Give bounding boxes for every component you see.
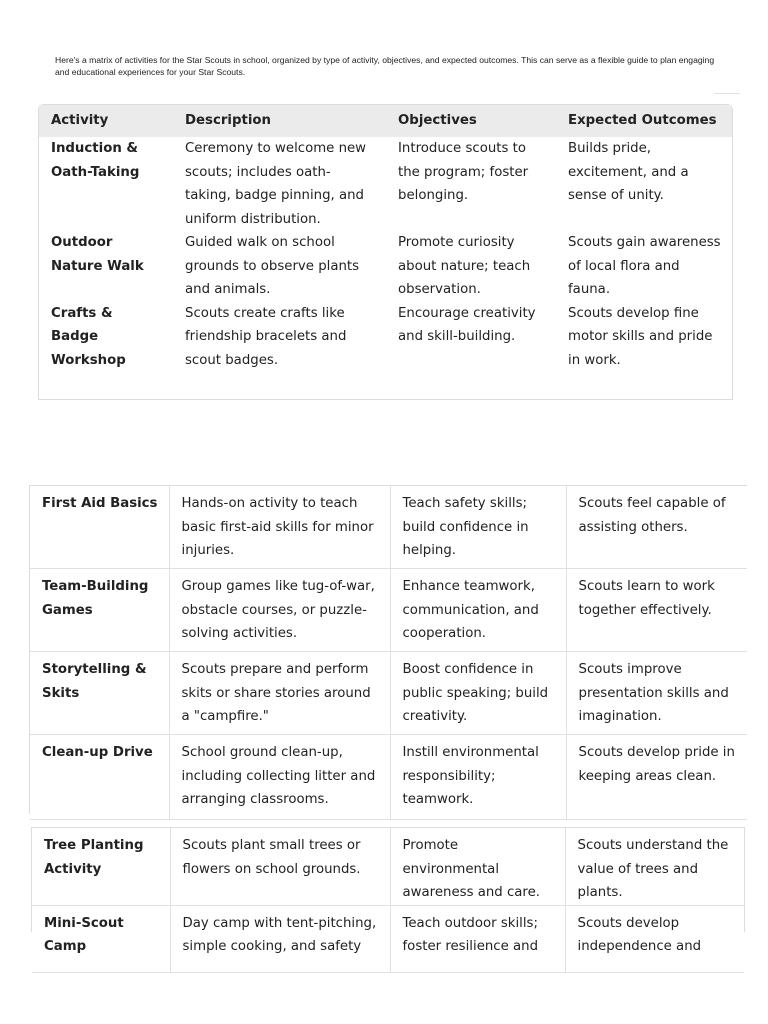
outcomes-cell: Scouts improve presentation skills and imagination. <box>566 652 747 735</box>
activity-cell: Crafts & Badge Workshop <box>51 305 126 368</box>
table-row <box>30 652 747 735</box>
objectives-cell: Enhance teamwork, communication, and cooperation. <box>390 569 566 652</box>
outcomes-cell: Scouts develop independence and <box>565 905 744 972</box>
description-cell: School ground clean-up, including collecting litter and arranging classrooms. <box>169 735 390 820</box>
objectives-cell: Boost confidence in public speaking; build creativity. <box>390 652 566 735</box>
description-cell: Day camp with tent-pitching, simple cooking, and safety <box>170 905 390 972</box>
activity-cell: First Aid Basics <box>30 486 169 569</box>
activity-table-continued <box>32 828 744 973</box>
outcomes-cell: Scouts gain awareness of local flora and fauna. <box>568 235 721 297</box>
divider <box>714 93 740 94</box>
objectives-cell: Promote curiosity about nature; teach observation. <box>398 235 531 297</box>
activity-cell: Outdoor Nature Walk <box>51 235 144 274</box>
objectives-cell: Promote environmental awareness and care. <box>390 828 565 905</box>
activity-cell: Induction & Oath-Taking <box>51 141 140 180</box>
table-row <box>32 905 744 972</box>
description-cell: Scouts prepare and perform skits or share stories around a "campfire." <box>169 652 390 735</box>
activity-table-part-1 <box>38 104 733 400</box>
activity-table <box>39 105 732 372</box>
header-activity: Activity <box>39 105 173 137</box>
activity-cell: Storytelling & Skits <box>30 652 169 735</box>
description-cell: Scouts plant small trees or flowers on school grounds. <box>170 828 390 905</box>
table-row <box>30 569 747 652</box>
description-cell: Group games like tug-of-war, obstacle courses, or puzzle-solving activities. <box>169 569 390 652</box>
table-row <box>39 137 732 231</box>
table-header-row <box>39 105 732 137</box>
intro-paragraph: Here's a matrix of activities for the Star Scouts in school, organized by type of activity, objectives, and expected outcomes. This can serve as a flexible guide to plan engaging and educational experiences for your Star Scouts. <box>55 55 715 77</box>
outcomes-cell: Scouts develop pride in keeping areas clean. <box>566 735 747 820</box>
objectives-cell: Instill environmental responsibility; teamwork. <box>390 735 566 820</box>
description-cell: Scouts create crafts like friendship bracelets and scout badges. <box>185 305 347 368</box>
table-row <box>39 302 732 373</box>
outcomes-cell: Builds pride, excitement, and a sense of unity. <box>568 141 689 203</box>
description-cell: Ceremony to welcome new scouts; includes oath-taking, badge pinning, and uniform distribution. <box>185 141 367 227</box>
activity-cell: Mini-Scout Camp <box>32 905 170 972</box>
outcomes-cell: Scouts learn to work together effectively. <box>566 569 747 652</box>
table-row <box>39 231 732 302</box>
objectives-cell: Introduce scouts to the program; foster belonging. <box>398 141 529 203</box>
outcomes-cell: Scouts understand the value of trees and plants. <box>565 828 744 905</box>
header-expected-outcomes: Expected Outcomes <box>556 105 732 137</box>
header-description: Description <box>173 105 386 137</box>
table-row <box>30 735 747 820</box>
outcomes-cell: Scouts develop fine motor skills and pride in work. <box>568 305 713 368</box>
activity-table-part-2 <box>29 485 747 814</box>
activity-table-part-3 <box>31 827 745 954</box>
table-row <box>32 828 744 905</box>
objectives-cell: Encourage creativity and skill-building. <box>398 305 536 344</box>
header-objectives: Objectives <box>386 105 556 137</box>
table-row <box>30 486 747 569</box>
activity-cell: Clean-up Drive <box>30 735 169 820</box>
activity-cell: Team-Building Games <box>30 569 169 652</box>
activity-cell: Tree Planting Activity <box>32 828 170 905</box>
activity-table-continued <box>30 486 747 820</box>
objectives-cell: Teach outdoor skills; foster resilience and <box>390 905 565 972</box>
description-cell: Hands-on activity to teach basic first-aid skills for minor injuries. <box>169 486 390 569</box>
description-cell: Guided walk on school grounds to observe plants and animals. <box>185 235 360 297</box>
objectives-cell: Teach safety skills; build confidence in helping. <box>390 486 566 569</box>
outcomes-cell: Scouts feel capable of assisting others. <box>566 486 747 569</box>
